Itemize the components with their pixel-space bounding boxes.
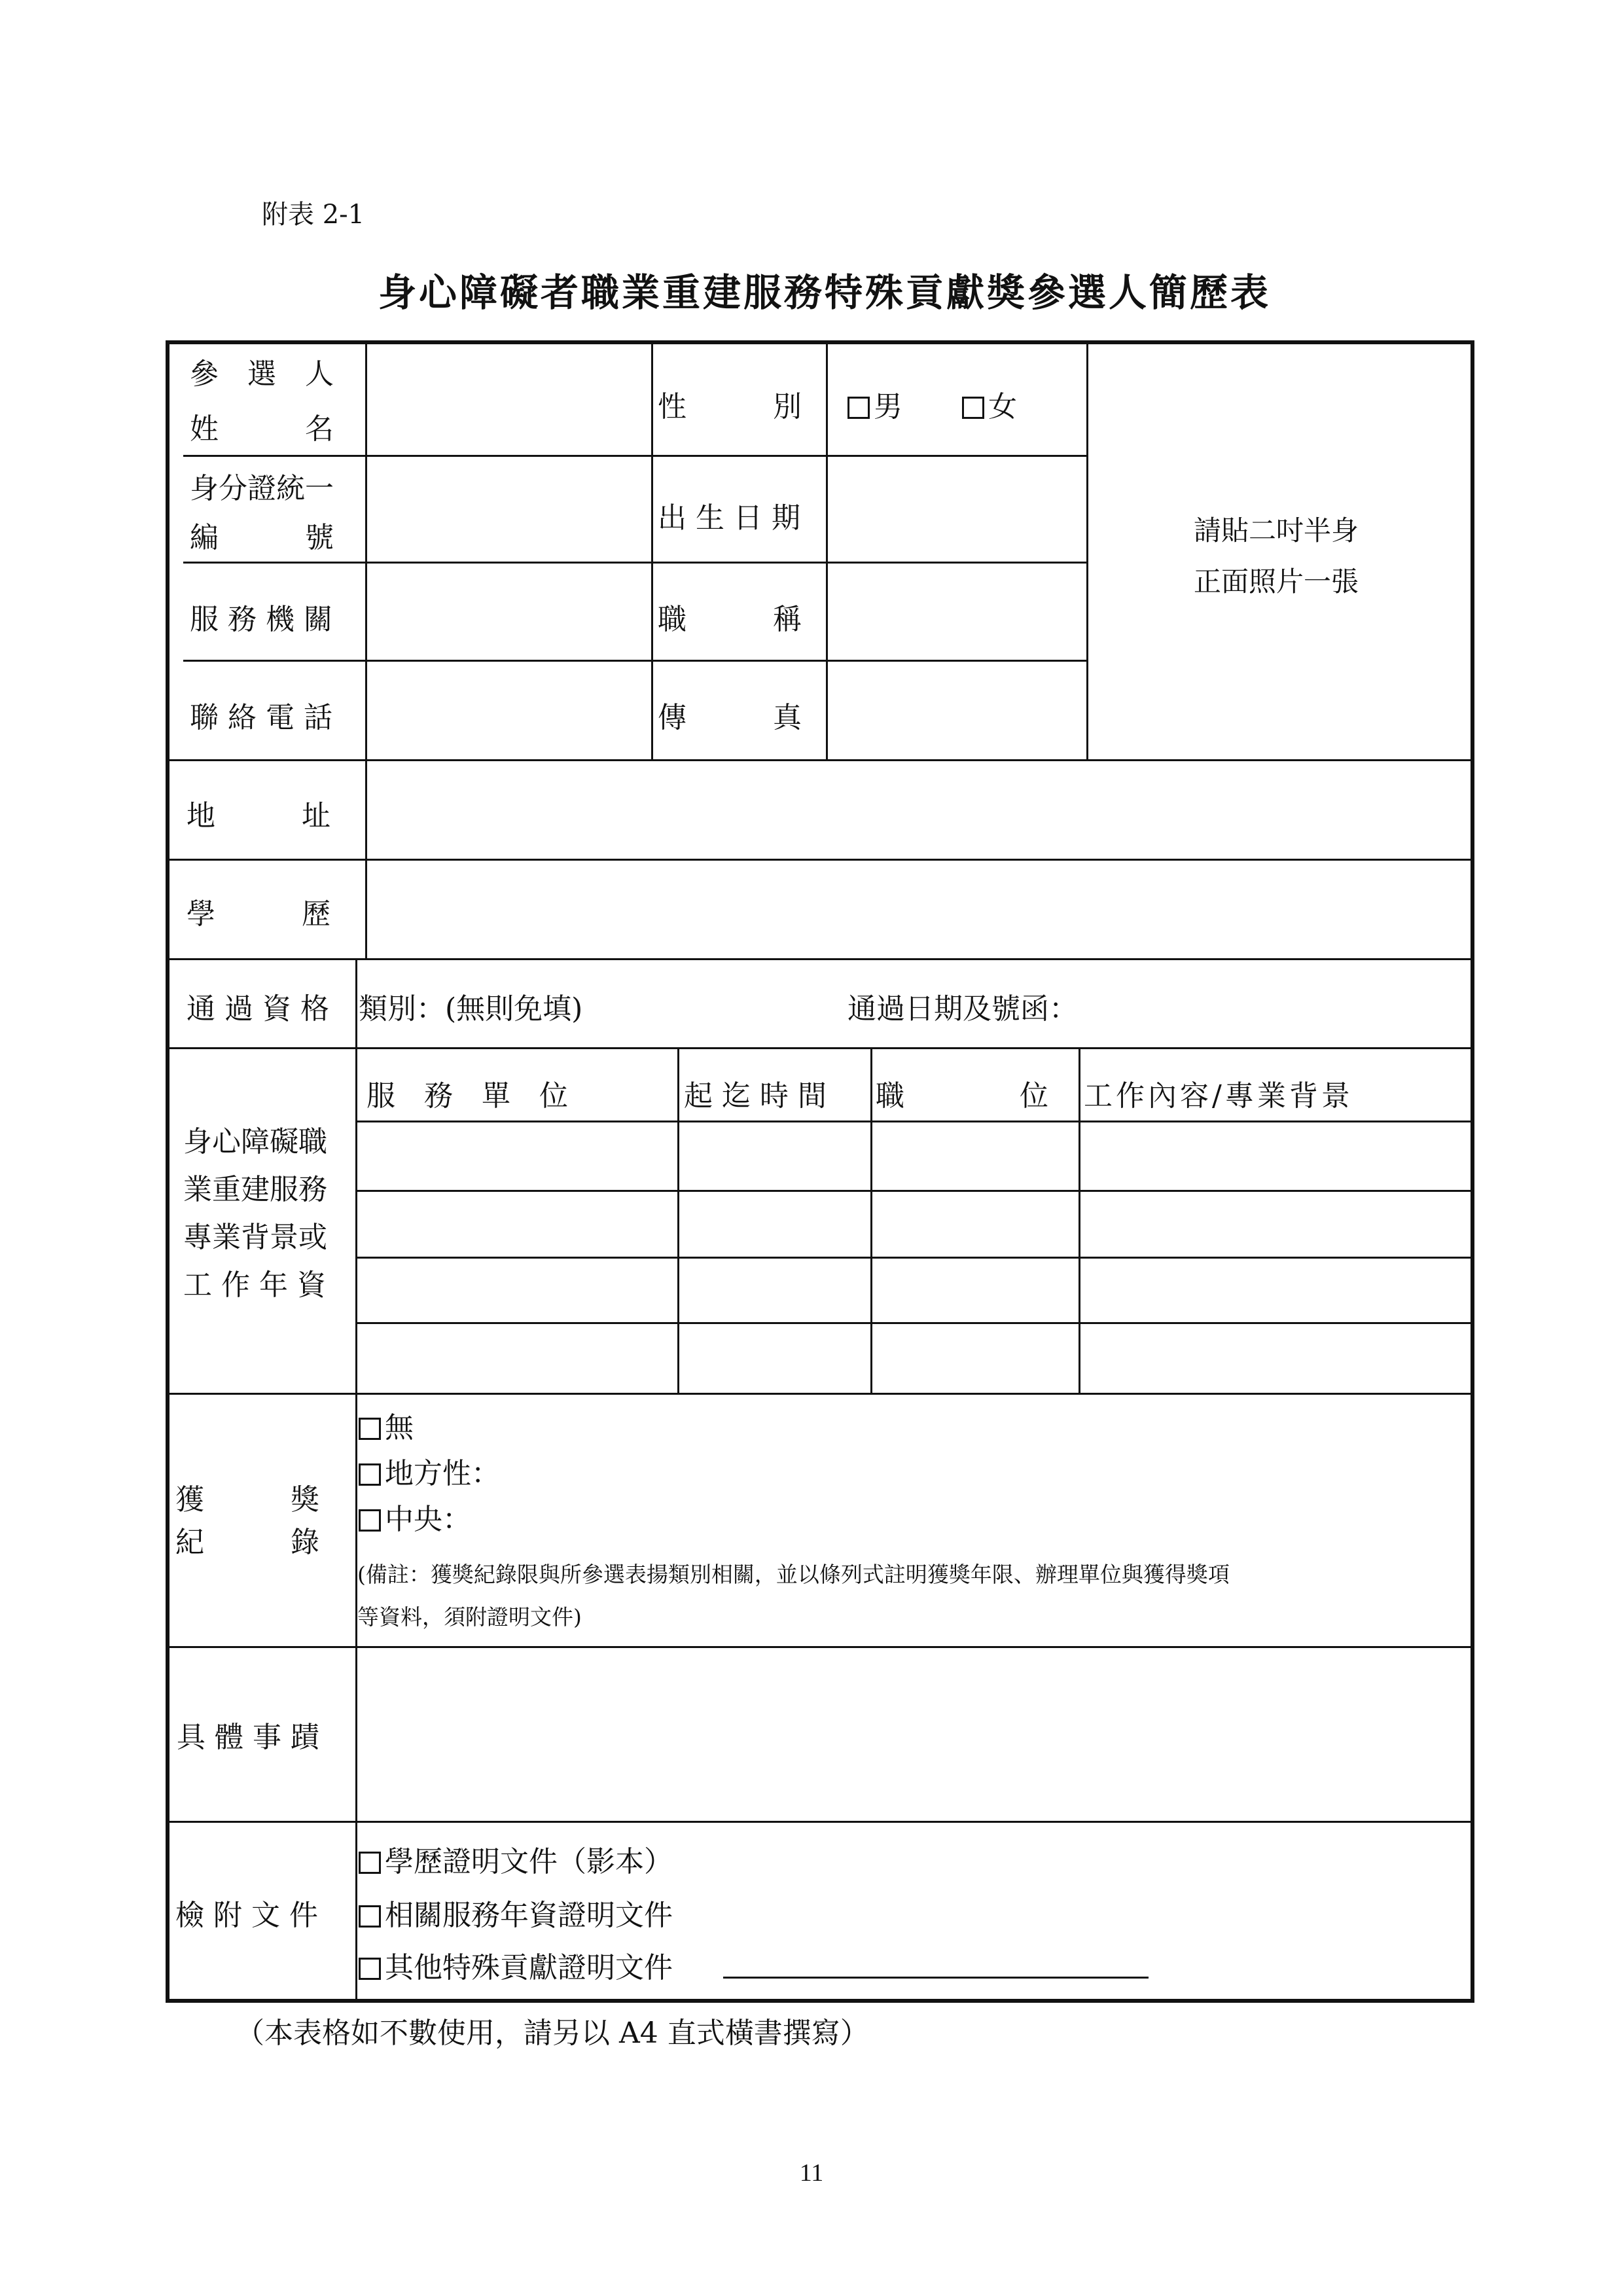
row-divider	[166, 1047, 1474, 1049]
awards-label-line1: 獲 獎	[175, 1483, 319, 1516]
row-divider	[166, 958, 1474, 960]
attachment-service-option[interactable]: 相關服務年資證明文件	[359, 1892, 673, 1933]
name-label-line1: 參 選 人	[190, 357, 334, 391]
photo-line2: 正面照片一張	[1193, 565, 1359, 598]
row-divider	[183, 660, 1086, 662]
awards-label-line2: 紀 錄	[175, 1526, 319, 1559]
qualification-category: 類別：(無則免填)	[359, 992, 583, 1026]
row-divider	[355, 1121, 1474, 1122]
experience-label-line: 專業背景或	[183, 1221, 327, 1254]
award-none-checkbox[interactable]	[359, 1418, 381, 1440]
phone-label: 聯 絡 電 話	[190, 701, 332, 734]
attachment-education-option[interactable]: 學歷證明文件（影本）	[359, 1838, 673, 1880]
qualification-label: 通 過 資 格	[187, 992, 329, 1026]
attachment-other-option[interactable]: 其他特殊貢獻證明文件	[359, 1944, 673, 1986]
attachment-education-checkbox[interactable]	[359, 1852, 381, 1874]
name-label	[190, 350, 359, 447]
row-divider	[166, 1821, 1474, 1823]
female-checkbox[interactable]	[962, 397, 984, 419]
organization-label: 服 務 機 關	[190, 603, 332, 636]
row-divider	[166, 1393, 1474, 1395]
form-footnote: （本表格如不數使用，請另以 A4 直式橫書撰寫）	[236, 2017, 869, 2050]
row-divider	[166, 1646, 1474, 1648]
fax-label: 傳 真	[658, 701, 802, 734]
award-local-checkbox[interactable]	[359, 1463, 381, 1486]
attachment-service-checkbox[interactable]	[359, 1905, 381, 1928]
column-header-unit: 服 務 單 位	[366, 1079, 568, 1113]
experience-label-line: 身心障礙職	[183, 1125, 327, 1158]
award-local-option[interactable]: 地方性：	[359, 1450, 500, 1492]
award-central-option[interactable]: 中央：	[359, 1496, 471, 1537]
column-divider	[870, 1047, 872, 1393]
award-none-option[interactable]: 無	[359, 1404, 414, 1446]
attachment-other-blank[interactable]	[723, 1977, 1149, 1979]
row-divider	[183, 455, 1086, 457]
row-divider	[355, 1322, 1474, 1324]
attachment-other-checkbox[interactable]	[359, 1958, 381, 1980]
page-number: 11	[799, 2159, 824, 2187]
appendix-number: 附表 2-1	[262, 200, 365, 230]
name-label-line2: 姓 名	[190, 412, 334, 446]
award-central-checkbox[interactable]	[359, 1509, 381, 1532]
column-header-content: 工作內容/專業背景	[1084, 1079, 1353, 1113]
awards-note-line1: (備註：獲獎紀錄限與所參選表揚類別相關，並以條列式註明獲獎年限、辦理單位與獲得獎項	[357, 1562, 1230, 1587]
awards-note-line2: 等資料，須附證明文件)	[357, 1604, 582, 1630]
birth-date-label: 出 生 日 期	[658, 501, 800, 535]
education-label: 學 歷	[187, 897, 330, 931]
attachments-label: 檢 附 文 件	[175, 1899, 318, 1932]
row-divider	[166, 859, 1474, 861]
column-divider	[1079, 1047, 1080, 1393]
column-divider	[355, 958, 357, 2003]
row-divider	[355, 1257, 1474, 1259]
column-divider	[651, 340, 653, 759]
address-label: 地 址	[187, 799, 330, 833]
row-divider	[166, 759, 1474, 761]
gender-male-option[interactable]: 男	[847, 383, 902, 425]
gender-female-option[interactable]: 女	[962, 383, 1017, 425]
column-divider	[826, 340, 828, 759]
qualification-date: 通過日期及號函：	[847, 992, 1078, 1026]
deeds-label: 具 體 事 蹟	[177, 1721, 319, 1754]
id-label-line2: 編 號	[190, 521, 334, 554]
experience-label-line: 工 作 年 資	[183, 1268, 326, 1302]
column-divider	[365, 340, 367, 958]
photo-line1: 請貼二吋半身	[1193, 514, 1359, 547]
column-header-position: 職 位	[876, 1079, 1048, 1113]
gender-label: 性 別	[658, 390, 802, 423]
male-checkbox[interactable]	[847, 397, 870, 419]
column-divider	[677, 1047, 679, 1393]
form-title: 身心障礙者職業重建服務特殊貢獻獎參選人簡歷表	[378, 270, 1271, 315]
row-divider	[355, 1190, 1474, 1192]
job-title-label: 職 稱	[658, 603, 802, 636]
experience-label	[183, 1118, 327, 1309]
photo-instruction	[1086, 505, 1466, 607]
id-label-line1: 身分證統一	[190, 472, 334, 505]
row-divider	[183, 562, 1086, 564]
column-header-period: 起 迄 時 間	[684, 1079, 827, 1113]
experience-label-line: 業重建服務	[183, 1173, 327, 1206]
